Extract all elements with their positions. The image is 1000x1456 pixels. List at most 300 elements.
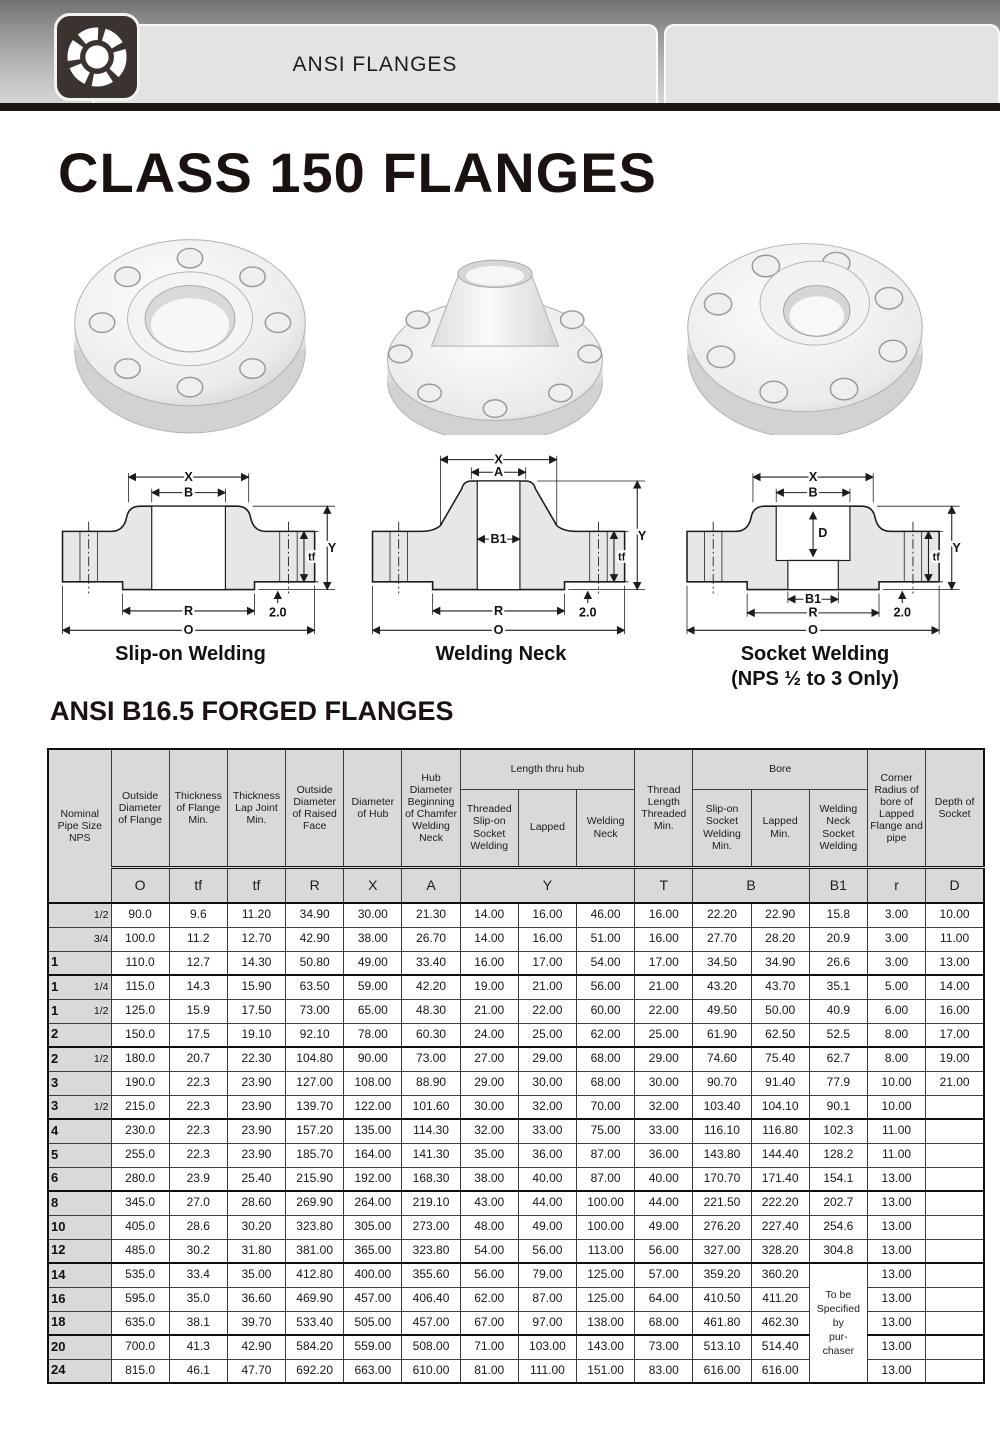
table-cell: 16.00 [518,903,576,927]
table-cell: 19.00 [926,1047,984,1071]
table-row [48,951,984,975]
table-cell: 323.80 [286,1215,344,1239]
table-cell: 505.00 [344,1311,402,1335]
table-cell: 3.00 [867,927,925,951]
table-cell: 103.40 [693,1095,751,1119]
table-cell: 36.60 [227,1287,285,1311]
table-cell: 46.00 [577,903,635,927]
table-cell: 8.00 [867,1023,925,1047]
symbol-tf2: tf [227,867,285,903]
table-cell: 144.40 [751,1143,809,1167]
table-row [48,1023,984,1047]
nps-cell: 4 [48,1119,111,1143]
table-cell: 83.00 [635,1359,693,1383]
nps-cell: 1 1/2 [48,999,111,1023]
table-cell: 11.00 [867,1143,925,1167]
table-cell: 32.00 [635,1095,693,1119]
table-cell: 62.00 [460,1287,518,1311]
svg-text:A: A [494,465,504,480]
svg-text:2.0: 2.0 [268,605,287,620]
svg-text:tf: tf [307,551,315,564]
nps-cell: 12 [48,1239,111,1263]
table-cell: 22.3 [169,1071,227,1095]
svg-text:R: R [494,603,504,618]
table-cell: 34.50 [693,951,751,975]
table-cell: 11.2 [169,927,227,951]
banner-title: ANSI FLANGES [292,52,458,76]
table-row [48,1191,984,1215]
table-cell: 16.00 [635,927,693,951]
table-cell: 22.00 [635,999,693,1023]
table-cell: 3.00 [867,903,925,927]
table-cell: 410.50 [693,1287,751,1311]
nps-cell: 6 [48,1167,111,1191]
table-cell: 125.00 [577,1287,635,1311]
svg-text:X: X [494,452,503,467]
table-cell: 52.5 [809,1023,867,1047]
table-cell: 35.00 [460,1143,518,1167]
table-cell: 108.00 [344,1071,402,1095]
col-header-tf: Thickness of Flange Min. [169,749,227,867]
table-cell: 41.3 [169,1335,227,1359]
socket-welding-diagram-block [655,448,975,692]
table-cell: 14.00 [460,927,518,951]
col-header-o: Outside Diameter of Flange [111,749,169,867]
table-cell: 360.20 [751,1263,809,1287]
col-header-nps: Nominal Pipe Size NPS [48,749,111,903]
svg-text:O: O [183,623,193,638]
nps-cell: 1/2 [48,903,111,927]
table-cell: 185.70 [286,1143,344,1167]
table-cell: 40.9 [809,999,867,1023]
table-cell: 513.10 [693,1335,751,1359]
table-cell: 100.00 [577,1215,635,1239]
welding-neck-caption: Welding Neck [435,643,567,665]
table-cell: 33.40 [402,951,460,975]
table-cell: 101.60 [402,1095,460,1119]
symbol-corner-r: r [867,867,925,903]
table-cell: 59.00 [344,975,402,999]
svg-text:tf: tf [932,551,940,564]
table-cell: 73.00 [635,1335,693,1359]
table-cell: 616.00 [693,1359,751,1383]
col-header-t: Thread Length Threaded Min. [635,749,693,867]
table-cell: 3.00 [867,951,925,975]
table-cell: 30.20 [227,1215,285,1239]
table-cell: 457.00 [402,1311,460,1335]
banner-right-bar [664,24,1000,103]
table-row [48,975,984,999]
table-cell: 104.80 [286,1047,344,1071]
table-cell: 48.30 [402,999,460,1023]
table-cell [926,1215,984,1239]
table-cell: 62.50 [751,1023,809,1047]
table-cell: 75.00 [577,1119,635,1143]
nps-cell: 2 [48,1023,111,1047]
socket-welding-diagram [663,448,968,640]
table-cell: 227.40 [751,1215,809,1239]
table-cell: 62.00 [577,1023,635,1047]
table-cell: 103.00 [518,1335,576,1359]
socket-welding-caption [731,642,899,692]
table-cell: 815.0 [111,1359,169,1383]
table-cell: 12.70 [227,927,285,951]
table-cell: 44.00 [518,1191,576,1215]
table-cell: 13.00 [867,1239,925,1263]
to-be-specified-note: To be Specified by pur- chaser [809,1263,867,1383]
table-cell: 30.00 [344,903,402,927]
table-cell: 11.00 [867,1119,925,1143]
table-cell: 87.00 [577,1167,635,1191]
welding-neck-diagram-block [351,448,651,692]
svg-text:X: X [808,469,817,484]
table-cell: 13.00 [867,1191,925,1215]
table-cell: 23.90 [227,1143,285,1167]
table-cell: 23.9 [169,1167,227,1191]
table-cell: 469.90 [286,1287,344,1311]
symbol-a: A [402,867,460,903]
table-cell: 90.70 [693,1071,751,1095]
table-row [48,1263,984,1287]
nps-cell: 1 1/4 [48,975,111,999]
table-cell: 44.00 [635,1191,693,1215]
nps-cell: 16 [48,1287,111,1311]
table-cell: 125.00 [577,1263,635,1287]
table-cell: 23.90 [227,1119,285,1143]
table-cell: 635.0 [111,1311,169,1335]
flange-photos [40,225,960,435]
table-cell: 150.0 [111,1023,169,1047]
table-cell [926,1311,984,1335]
table-cell [926,1143,984,1167]
table-cell: 28.6 [169,1215,227,1239]
table-cell: 157.20 [286,1119,344,1143]
table-cell: 125.0 [111,999,169,1023]
table-cell: 74.60 [693,1047,751,1071]
table-cell: 22.90 [751,903,809,927]
table-cell: 180.0 [111,1047,169,1071]
table-cell: 75.40 [751,1047,809,1071]
table-row [48,927,984,951]
table-cell [926,1287,984,1311]
table-cell: 14.00 [926,975,984,999]
table-cell: 14.3 [169,975,227,999]
table-cell: 139.70 [286,1095,344,1119]
symbol-r: R [286,867,344,903]
table-cell: 21.30 [402,903,460,927]
slip-on-welding-flange-photo [40,225,340,435]
table-cell: 90.0 [111,903,169,927]
table-cell: 31.80 [227,1239,285,1263]
table-cell: 508.00 [402,1335,460,1359]
table-cell: 54.00 [460,1239,518,1263]
svg-text:B1: B1 [490,532,507,547]
nps-cell: 3 [48,1071,111,1095]
table-cell: 50.80 [286,951,344,975]
col-header-y1: Threaded Slip-on Socket Welding [460,789,518,867]
welding-neck-diagram [351,448,651,640]
table-cell: 68.00 [635,1311,693,1335]
table-cell: 42.90 [227,1335,285,1359]
col-header-y3: Welding Neck [577,789,635,867]
table-row [48,903,984,927]
table-cell: 359.20 [693,1263,751,1287]
table-cell: 32.00 [518,1095,576,1119]
table-cell: 381.00 [286,1239,344,1263]
col-header-tf-lap: Thickness Lap Joint Min. [227,749,285,867]
svg-text:Y: Y [327,540,336,555]
table-cell: 49.50 [693,999,751,1023]
table-cell: 17.5 [169,1023,227,1047]
table-cell: 170.70 [693,1167,751,1191]
table-cell: 264.00 [344,1191,402,1215]
table-cell: 305.00 [344,1215,402,1239]
table-cell: 13.00 [867,1215,925,1239]
table-cell: 49.00 [344,951,402,975]
welding-neck-flange-photo [350,225,640,435]
table-cell [926,1239,984,1263]
table-cell: 30.00 [460,1095,518,1119]
table-cell: 42.20 [402,975,460,999]
table-cell: 13.00 [867,1167,925,1191]
table-cell: 113.00 [577,1239,635,1263]
table-cell: 38.00 [460,1167,518,1191]
table-cell: 13.00 [867,1287,925,1311]
table-cell: 23.90 [227,1095,285,1119]
table-cell: 25.00 [635,1023,693,1047]
table-row [48,1167,984,1191]
table-cell: 15.90 [227,975,285,999]
table-cell: 327.00 [693,1239,751,1263]
table-cell: 78.00 [344,1023,402,1047]
nps-cell: 3/4 [48,927,111,951]
table-cell: 67.00 [460,1311,518,1335]
table-cell: 100.00 [577,1191,635,1215]
table-cell: 13.00 [867,1263,925,1287]
table-cell: 16.00 [926,999,984,1023]
table-cell: 154.1 [809,1167,867,1191]
table-cell: 33.00 [635,1119,693,1143]
table-cell: 21.00 [926,1071,984,1095]
table-cell: 10.00 [867,1071,925,1095]
table-cell: 57.00 [635,1263,693,1287]
flange-logo-icon [54,13,140,101]
table-cell: 114.30 [402,1119,460,1143]
table-cell: 29.00 [635,1047,693,1071]
table-cell: 328.20 [751,1239,809,1263]
table-cell: 30.00 [518,1071,576,1095]
table-cell: 34.90 [751,951,809,975]
banner-title-bar [92,24,658,103]
table-cell: 692.20 [286,1359,344,1383]
nps-cell: 2 1/2 [48,1047,111,1071]
svg-text:2.0: 2.0 [579,605,597,620]
col-header-y2: Lapped [518,789,576,867]
socket-welding-flange-photo [650,225,960,435]
table-cell: 23.90 [227,1071,285,1095]
table-cell [926,1359,984,1383]
table-cell: 143.00 [577,1335,635,1359]
nps-cell: 10 [48,1215,111,1239]
table-cell: 40.00 [635,1167,693,1191]
table-cell: 192.00 [344,1167,402,1191]
table-cell: 36.00 [635,1143,693,1167]
table-cell: 345.0 [111,1191,169,1215]
table-cell: 79.00 [518,1263,576,1287]
table-cell: 35.1 [809,975,867,999]
table-cell: 38.1 [169,1311,227,1335]
table-cell: 90.00 [344,1047,402,1071]
table-row [48,999,984,1023]
table-cell: 110.0 [111,951,169,975]
table-cell: 49.00 [518,1215,576,1239]
table-cell: 22.3 [169,1095,227,1119]
table-cell: 462.30 [751,1311,809,1335]
table-cell: 64.00 [635,1287,693,1311]
table-cell: 39.70 [227,1311,285,1335]
nps-cell: 5 [48,1143,111,1167]
svg-text:O: O [493,623,504,638]
table-cell: 122.00 [344,1095,402,1119]
table-cell: 38.00 [344,927,402,951]
table-cell: 43.70 [751,975,809,999]
symbol-d: D [926,867,984,903]
table-cell: 400.00 [344,1263,402,1287]
table-cell: 138.00 [577,1311,635,1335]
symbol-y: Y [460,867,635,903]
table-cell: 102.3 [809,1119,867,1143]
svg-text:2.0: 2.0 [893,605,911,620]
table-cell: 25.00 [518,1023,576,1047]
table-cell: 12.7 [169,951,227,975]
socket-welding-caption-line1: Socket Welding [740,643,890,665]
col-header-depth: Depth of Socket [926,749,984,867]
socket-welding-caption-line2: (NPS ½ to 3 Only) [731,668,899,690]
table-cell: 215.90 [286,1167,344,1191]
table-cell: 17.00 [635,951,693,975]
table-cell: 222.20 [751,1191,809,1215]
symbol-b1: B1 [809,867,867,903]
table-row [48,1047,984,1071]
table-cell: 11.00 [926,927,984,951]
table-cell: 10.00 [926,903,984,927]
table-cell [926,1119,984,1143]
table-cell: 10.00 [867,1095,925,1119]
col-header-r: Outside Diameter of Raised Face [286,749,344,867]
table-cell: 115.0 [111,975,169,999]
table-cell: 16.00 [635,903,693,927]
flange-wheel-icon [66,26,128,88]
table-cell: 21.00 [460,999,518,1023]
table-cell: 20.7 [169,1047,227,1071]
col-header-corner-radius: Corner Radius of bore of Lapped Flange and pipe [867,749,925,867]
svg-text:X: X [183,469,193,484]
svg-text:R: R [183,603,193,618]
table-cell: 77.9 [809,1071,867,1095]
table-cell: 22.30 [227,1047,285,1071]
table-cell: 14.30 [227,951,285,975]
table-row [48,1071,984,1095]
flange-table-wrap [47,748,985,1384]
table-cell: 15.9 [169,999,227,1023]
table-cell: 168.30 [402,1167,460,1191]
table-row [48,1119,984,1143]
table-cell: 461.80 [693,1311,751,1335]
table-cell: 22.3 [169,1143,227,1167]
col-header-b3c: Welding Neck Socket Welding [809,789,867,867]
svg-text:O: O [807,623,818,638]
table-cell: 485.0 [111,1239,169,1263]
svg-text:B1: B1 [804,592,821,607]
table-cell: 219.10 [402,1191,460,1215]
table-cell: 30.00 [635,1071,693,1095]
table-cell: 97.00 [518,1311,576,1335]
table-cell: 56.00 [577,975,635,999]
nps-cell: 18 [48,1311,111,1335]
col-header-x: Diameter of Hub [344,749,402,867]
table-cell: 65.00 [344,999,402,1023]
table-cell: 22.20 [693,903,751,927]
table-cell [926,1263,984,1287]
table-cell [926,1095,984,1119]
banner-rule [0,103,1000,111]
table-row [48,1239,984,1263]
table-cell: 535.0 [111,1263,169,1287]
table-cell: 13.00 [926,951,984,975]
table-cell: 13.00 [867,1335,925,1359]
forged-flanges-table [47,748,985,1384]
table-cell: 87.00 [518,1287,576,1311]
table-cell: 412.80 [286,1263,344,1287]
table-cell: 584.20 [286,1335,344,1359]
table-cell: 405.0 [111,1215,169,1239]
table-cell: 26.70 [402,927,460,951]
table-cell: 51.00 [577,927,635,951]
table-cell: 13.00 [867,1311,925,1335]
table-cell: 27.0 [169,1191,227,1215]
table-cell: 56.00 [518,1239,576,1263]
nps-cell: 3 1/2 [48,1095,111,1119]
table-cell: 49.00 [635,1215,693,1239]
table-cell: 111.00 [518,1359,576,1383]
page-title: CLASS 150 FLANGES [58,141,657,204]
table-cell: 616.00 [751,1359,809,1383]
table-cell: 61.90 [693,1023,751,1047]
table-cell: 35.00 [227,1263,285,1287]
table-cell: 63.50 [286,975,344,999]
table-cell: 22.00 [518,999,576,1023]
table-cell: 60.00 [577,999,635,1023]
nps-cell: 1 [48,951,111,975]
table-cell: 104.10 [751,1095,809,1119]
svg-text:Y: Y [637,529,647,544]
table-cell: 411.20 [751,1287,809,1311]
table-cell: 73.00 [286,999,344,1023]
table-cell: 151.00 [577,1359,635,1383]
table-row [48,1143,984,1167]
table-cell: 35.0 [169,1287,227,1311]
table-cell: 71.00 [460,1335,518,1359]
table-cell: 22.3 [169,1119,227,1143]
table-cell: 255.0 [111,1143,169,1167]
svg-text:Y: Y [951,540,961,555]
table-cell: 8.00 [867,1047,925,1071]
table-cell: 73.00 [402,1047,460,1071]
table-cell: 27.70 [693,927,751,951]
table-cell: 143.80 [693,1143,751,1167]
table-cell: 68.00 [577,1071,635,1095]
table-cell: 276.20 [693,1215,751,1239]
